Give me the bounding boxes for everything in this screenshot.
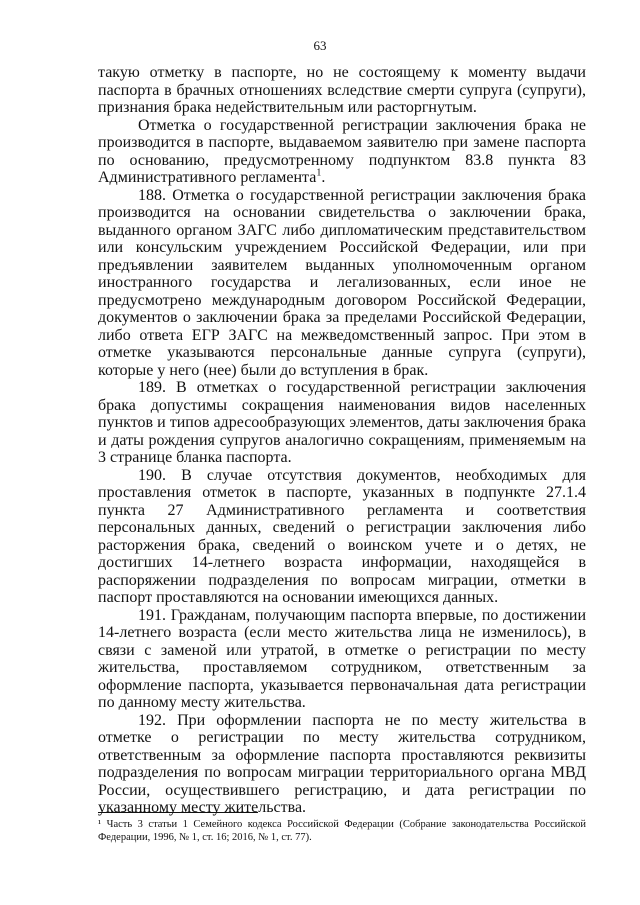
footnote: ¹ Часть 3 статьи 1 Семейного кодекса Российской Федерации (Собрание законодательства Российской Федерации, 1996, № 1, ст. 16; 2016, № 1, ст. 77). — [98, 819, 586, 843]
footnote-divider — [98, 812, 258, 813]
paragraph-marriage-note-text: Отметка о государственной регистрации заключения брака не производится в паспорте, выдаваемом заявителю при замене паспорта по основанию, предусмотренному подпунктом 83.8 пункта 83 Административного регламента — [98, 116, 586, 186]
paragraph-marriage-note — [98, 117, 586, 187]
paragraph-191: 191. Гражданам, получающим паспорта впервые, по достижении 14-летнего возраста (если место жительства лица не изменилось), в связи с заменой или утратой, в отметке о регистрации по месту жительства, проставляемом сотрудником, ответственным за оформление паспорта, указывается первоначальная дата регистрации по данному месту жительства. — [98, 606, 586, 711]
paragraph-189: 189. В отметках о государственной регистрации заключения брака допустимы сокращения наименования видов населенных пунктов и типов адресообразующих элементов, даты заключения брака и даты рождения супругов аналогично сокращениям, применяемым на 3 странице бланка паспорта. — [98, 379, 586, 466]
footnote-reference: 1 — [316, 167, 322, 179]
page-number: 63 — [313, 38, 327, 53]
footnote-reference-suffix: . — [321, 169, 326, 186]
paragraph-continuation: такую отметку в паспорте, но не состоящему к моменту выдачи паспорта в брачных отношениях вследствие смерти супруга (супруги), признания брака недействительным или расторгнутым. — [98, 64, 586, 116]
paragraph-192: 192. При оформлении паспорта не по месту жительства в отметке о регистрации по месту жительства сотрудником, ответственным за оформление паспорта проставляются реквизиты подразделения по вопросам миграции территориального органа МВД России, осуществившего регистрацию, и дата регистрации по указанному месту жительства. — [98, 711, 586, 816]
body-text — [98, 64, 586, 817]
paragraph-190: 190. В случае отсутствия документов, необходимых для проставления отметок в паспорте, указанных в подпункте 27.1.4 пункта 27 Административного регламента и соответствия персональных данных, сведений о регистрации заключения либо расторжения брака, сведений о воинском учете и о детях, не достигших 14-летнего возраста информации, находящейся в распоряжении подразделения по вопросам миграции, отметки в паспорт проставляются на основании имеющихся данных. — [98, 466, 586, 606]
paragraph-188: 188. Отметка о государственной регистрации заключения брака производится на основании свидетельства о заключении брака, выданного органом ЗАГС либо дипломатическим представительством или консульским учреждением Российской Федерации, или при предъявлении заявителем выданных уполномоченным органом иностранного государства и легализованных, если иное не предусмотрено международным договором Российской Федерации, документов о заключении брака за пределами Российской Федерации, либо ответа ЕГР ЗАГС на межведомственный запрос. При этом в отметке указываются персональные данные супруга (супруги), которые у него (нее) были до вступления в брак. — [98, 186, 586, 379]
